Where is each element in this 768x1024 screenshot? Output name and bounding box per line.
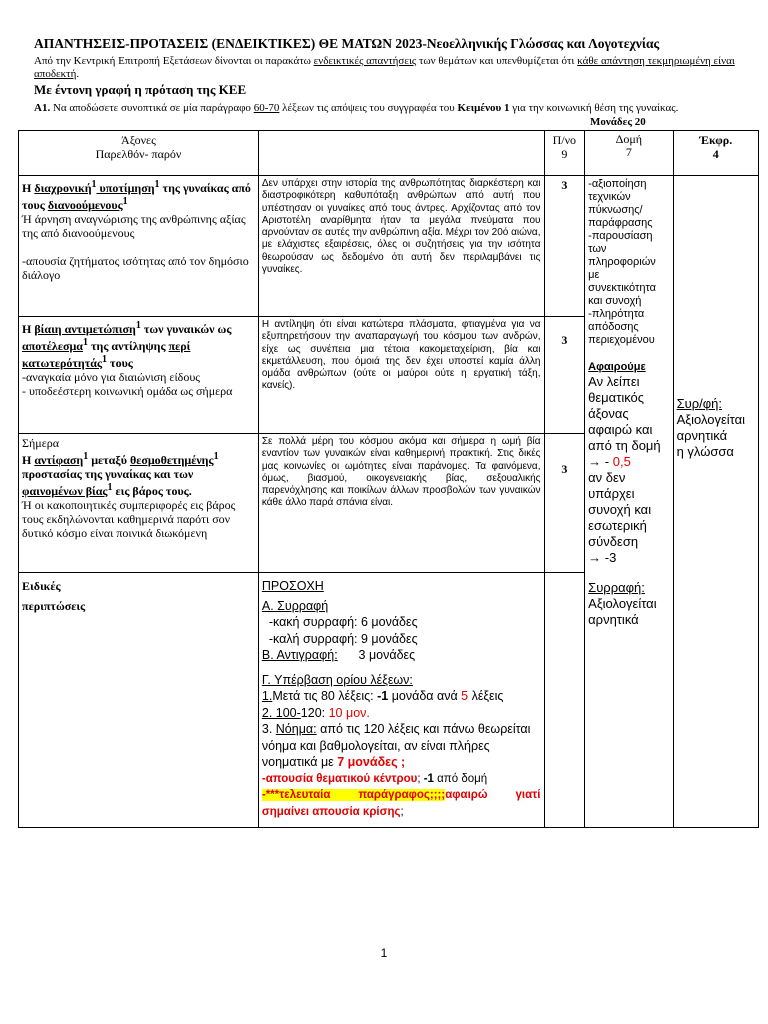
table-row (19, 176, 759, 317)
header-domi-line2: 7 (625, 145, 632, 159)
row3-t-c: αντίφαση (34, 453, 84, 467)
g4-d: από δομή (433, 772, 488, 785)
intro-underlined-2: κάθε απάντηση τεκμηριωμένη είναι αποδεκτή (34, 55, 735, 80)
g3-c: από τις 120 λέξεις και πάνω θεωρείται νόημα και βαθμολογείται, αν είναι πλήρες νοηματικά με (261, 722, 531, 769)
g1-a: 1. (261, 689, 273, 703)
domi-rule-2-penalty: → -3 (588, 550, 617, 565)
domi-column (585, 176, 673, 828)
row1-sup2: 1 (154, 179, 160, 190)
question-text-ref: Κειμένου 1 (457, 102, 510, 114)
intro-text-3: . (76, 68, 80, 80)
g3-d: 7 μονάδες ; (337, 755, 406, 769)
document-title: ΑΠΑΝΤΗΣΕΙΣ-ΠΡΟΤΑΣΕΙΣ (ΕΝΔΕΙΚΤΙΚΕΣ) ΘΕ ΜΑΤΩΝ 2023-Νεοελληνικής Γλώσσας και Λογοτεχνίας (34, 36, 660, 51)
domi-rule-1-penalty (588, 454, 669, 470)
ekfr-note-2: η γλώσσα (676, 444, 734, 459)
row3-score: 3 (544, 434, 585, 573)
g5-b: αφαιρώ γιατί σημαίνει απουσία κρίσης (261, 789, 541, 818)
g2-a: 2. 100- (261, 705, 301, 720)
table-header-row (19, 131, 759, 176)
domi-item-3: -πληρότητα απόδοσης περιεχομένου (588, 308, 655, 346)
header-pno (544, 131, 585, 176)
ekfr-spacer (677, 178, 755, 396)
row4-label-2: περιπτώσεις (22, 599, 86, 613)
notes-g1 (262, 688, 541, 705)
g4-a: -απουσία θεματικού κέντρου (261, 772, 418, 785)
domi-syrrafi-label: Συρραφή: (588, 580, 645, 595)
header-pno-line2: 9 (561, 147, 568, 161)
question-text-c: για την κοινωνική θέση της γυναίκας. (509, 102, 679, 114)
question-word-range: 60-70 (253, 102, 280, 114)
row1-t-b: διαχρονική (34, 181, 92, 195)
g1-f: λέξεις (468, 689, 504, 703)
row3-sup2: 1 (213, 451, 219, 462)
row2-t-c: των γυναικών ως (140, 322, 232, 336)
row3-t-d: μεταξύ (88, 453, 130, 467)
intro-underlined-1: ενδεικτικές απαντήσεις (313, 55, 417, 67)
row2-sup1: 1 (135, 320, 141, 331)
row1-sup1: 1 (91, 179, 97, 190)
row3-t-g: φαινομένων βίας (22, 484, 108, 498)
notes-b-label: Β. Αντιγραφή: (261, 648, 338, 662)
row1-axis-note: -απουσία ζητήματος ισότητας από τον δημόσιο διάλογο (22, 254, 249, 282)
g5-a: -***τελευταία παράγραφος;;;; (261, 789, 446, 801)
row2-t-e: της αντίληψης (87, 339, 169, 353)
question-text-a: Να αποδώσετε συνοπτικά σε μία παράγραφο (50, 102, 254, 114)
row3-t-f: προστασίας της γυναίκας και των (22, 467, 194, 481)
ekfr-column (673, 176, 758, 828)
notes-g4 (262, 771, 541, 788)
g1-c: -1 (377, 689, 389, 703)
row3-sup1: 1 (83, 451, 89, 462)
row4-axis (19, 573, 259, 828)
notes-g3 (262, 721, 541, 771)
row1-t-e: διανοούμενους (47, 198, 123, 212)
question-a1 (34, 102, 734, 115)
row3-t-h: εις βάρος τους. (112, 484, 192, 498)
header-axes-line1: Άξονες (121, 133, 156, 147)
notes-a2: -καλή συρραφή: 9 μονάδες (261, 631, 418, 646)
g3-a: 3. (261, 722, 276, 736)
row3-t-e: θεσμοθετημένης (129, 453, 214, 467)
domi-syrrafi-note: Αξιολογείται αρνητικά (588, 596, 657, 627)
domi-penalty-value: 0,5 (612, 454, 631, 469)
row4-score-empty (544, 573, 585, 828)
domi-rule-2: αν δεν υπάρχει συνοχή και εσωτερική σύνδεση (588, 470, 652, 549)
header-domi-line1: Δομή (615, 132, 643, 146)
row2-axis-title (22, 319, 255, 370)
g2-c: 10 μον. (328, 705, 370, 720)
question-text-b: λέξεων τις απόψεις του συγγραφέα του (279, 102, 458, 114)
notes-a1: -κακή συρραφή: 6 μονάδες (261, 615, 418, 629)
row3-text: Σε πολλά μέρη του κόσμου ακόμα και σήμερα η ωμή βία εναντίον των γυναικών είναι καθημερινή πρακτική. Στις δικές μας κοινωνίες οι ωμότητες είναι παράνομες. Τα φαινόμενα, όμως, βιασμού, οικογενειακής βίας, σεξουαλικής παρενόχλησης και ποικίλων άλλων προσβολών των γυναικών κάθε άλλο παρά σπάνια είναι. (258, 434, 544, 573)
domi-item-2: -παρουσίαση των πληροφοριών με συνεκτικότητα και συνοχή (588, 230, 656, 307)
row2-t-a: Η (22, 322, 35, 336)
row2-axis-note-1: -αναγκαία μόνο για διαιώνιση είδους (22, 370, 201, 384)
row3-axis-alt: Ή οι κακοποιητικές συμπεριφορές εις βάρος τους εκδηλώνονται καθημερινά παρότι σον δυτικό κόσμο είναι ποινικά διωκόμενη (22, 498, 236, 540)
g4-c: -1 (423, 772, 434, 785)
row4-notes (258, 573, 544, 828)
notes-g5 (262, 787, 541, 820)
notes-g2 (262, 705, 541, 722)
domi-rule-1: Αν λείπει θεματικός άξονας αφαιρώ και από τη δομή (588, 374, 661, 453)
intro-text-1: Από την Κεντρική Επιτροπή Εξετάσεων δίνονται οι παρακάτω (34, 55, 314, 67)
row3-axis (19, 434, 259, 573)
question-marks: Μονάδες 20 (590, 116, 646, 128)
intro-paragraph (34, 55, 754, 81)
row1-t-d: της γυναίκας από τους (22, 181, 251, 212)
question-label: Α1. (34, 102, 51, 114)
notes-a: Α. Συρραφή (261, 598, 329, 613)
row2-score: 3 (544, 317, 585, 434)
row2-t-d: αποτέλεσμα (22, 339, 83, 353)
header-axes (19, 131, 259, 176)
header-pno-line1: Π/νο (552, 133, 577, 147)
row1-score: 3 (544, 176, 585, 317)
row2-sup2: 1 (82, 337, 88, 348)
row1-text: Δεν υπάρχει στην ιστορία της ανθρωπότητας διαρκέστερη και διαστροφικότερη καθυπόταξη ανθρώπων από αυτή που υπέστησαν οι γυναίκες από τους άντρες. Αρχίζοντας από τον Αριστοτέλη αναρίθμητα ήταν τα μεγάλα πνεύματα που αρνούνταν σε αυτές την ανθρώπινη αξία. Μέχρι τον 20ό αιώνα, με ελάχιστες εξαιρέσεις, όλες οι συζητήσεις για την ισότητα θεωρούσαν ως δεδομένο ότι αυτή δεν περιλαμβάνει τις γυναίκες. (258, 176, 544, 317)
notes-attention: ΠΡΟΣΟΧΗ (261, 579, 324, 593)
domi-subtract-heading: Αφαιρούμε (588, 361, 646, 373)
g1-d: μονάδα ανά (388, 689, 462, 703)
row1-axis-alt: Ή άρνηση αναγνώρισης της ανθρώπινης αξίας της από διανοούμενους (22, 212, 246, 240)
g5-c: ; (400, 805, 404, 818)
ekfr-note: Αξιολογείται αρνητικά (676, 412, 746, 443)
g1-e: 5 (461, 689, 469, 703)
section-heading: Με έντονη γραφή η πρόταση της ΚΕΕ (34, 82, 247, 97)
header-empty (258, 131, 544, 176)
intro-text-2: των θεμάτων και υπενθυμίζεται ότι (416, 55, 578, 67)
answer-table (18, 130, 759, 828)
notes-g: Γ. Υπέρβαση ορίου λέξεων: (261, 672, 413, 687)
header-axes-line2: Παρελθόν- παρόν (95, 147, 182, 161)
row2-text: Η αντίληψη ότι είναι κατώτερα πλάσματα, φτιαγμένα για να εξυπηρετήσουν την αναπαραγωγή του κόσμου των ανδρών, είχε ως συνέπεια μια τέτοια κακομεταχείριση, βία και εκμετάλλευση, που όμοιά της δεν έχει υποστεί καμία άλλη ομάδα ανθρώπων (ούτε οι μαύροι ούτε η εργατική τάξη, κανείς). (258, 317, 544, 434)
g1-b: Μετά τις 80 λέξεις: (272, 689, 378, 703)
row4-label-1: Ειδικές (22, 579, 61, 593)
row2-t-g: τους (107, 356, 133, 370)
ekfr-label: Συρ/φή: (676, 396, 723, 411)
row1-sup3: 1 (122, 196, 128, 207)
row2-axis-note-2: - υποδεέστερη κοινωνική ομάδα ως σήμερα (22, 384, 233, 398)
notes-b (262, 647, 541, 664)
row3-t-b: Η (22, 453, 35, 467)
row2-t-f: περί κατωτερότητάς (22, 339, 191, 370)
row3-axis-label: Σήμερα (22, 436, 60, 450)
notes-b-value: 3 μονάδες (358, 648, 416, 662)
row1-axis-title (22, 178, 255, 212)
row2-axis (19, 317, 259, 434)
page-number: 1 (380, 946, 388, 960)
row1-axis (19, 176, 259, 317)
g2-b: 120: (300, 705, 329, 720)
domi-item-1: -αξιοποίηση τεχνικών πύκνωσης/ παράφρασης (588, 178, 653, 229)
g3-b: Νόημα: (275, 722, 317, 736)
row3-axis-title (22, 450, 255, 498)
row3-sup3: 1 (107, 482, 113, 493)
domi-arrow: → - (588, 454, 610, 469)
header-ekfr-line2: 4 (712, 147, 719, 161)
header-ekfr-line1: Έκφρ. (699, 133, 733, 147)
header-ekfr (673, 131, 758, 176)
row2-t-b: βίαιη αντιμετώπιση (34, 322, 136, 336)
g4-b: ; (417, 772, 424, 785)
header-domi (585, 131, 673, 176)
row1-t-a: Η (22, 181, 35, 195)
row1-t-c: υποτίμηση (96, 181, 155, 195)
row2-sup3: 1 (102, 354, 108, 365)
